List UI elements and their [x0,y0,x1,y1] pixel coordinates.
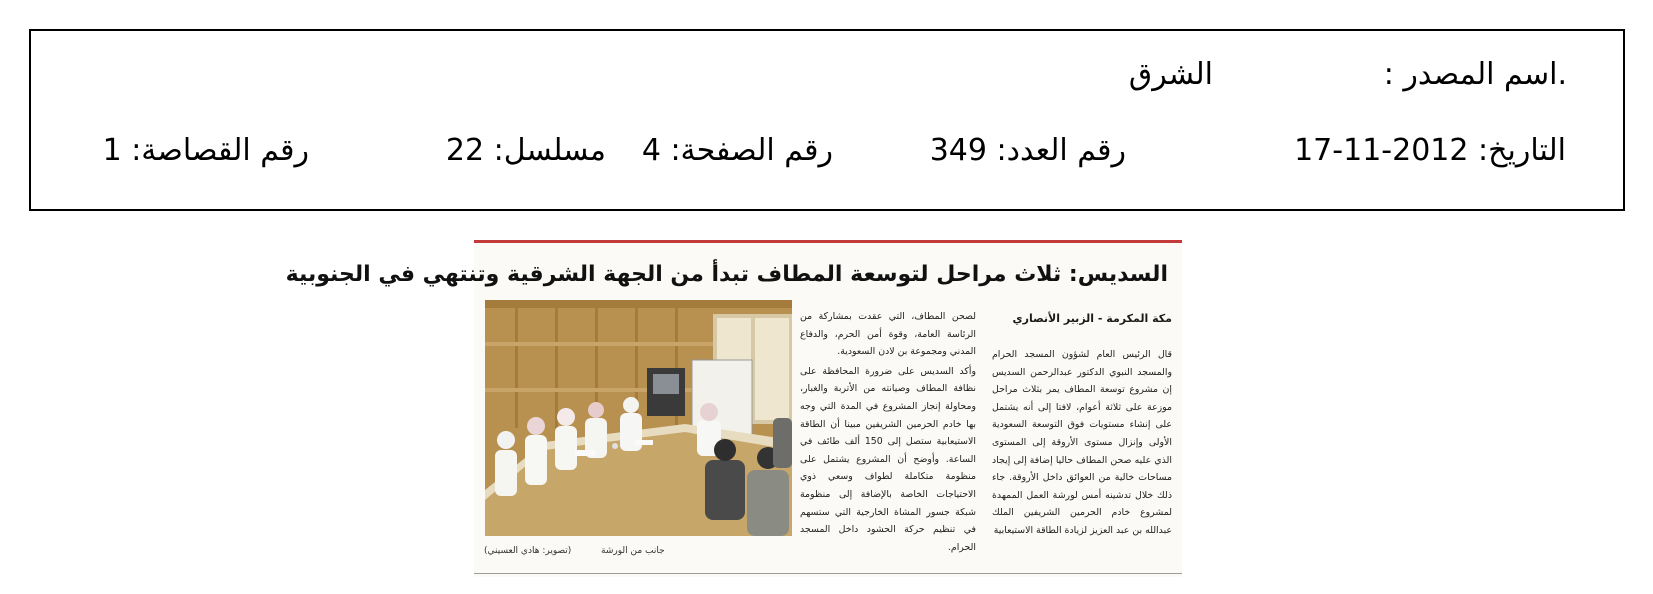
page-number-field: رقم الصفحة: 4 [641,133,833,168]
source-value: الشرق [1128,57,1213,92]
workshop-photo [485,300,792,536]
clipping-number-field: رقم القصاصة: 1 [102,133,309,168]
paragraph: وأكد السديس على ضرورة المحافظة على نظافة المطاف وصيانته من الأتربة والغبار، ومحاولة إنجاز المشروع في المدة التي وجه بها خادم الحرمين الشريفين مبينا أن الطاقة الاستيعابية ستصل إلى 150 ألف طائف في الساعة. وأوضح أن المشروع يشتمل على منظومة متكاملة لطواف وسعي ذوي الاحتياجات الخاصة بالإضافة إلى منظومة شبكة جسور المشاة الخارجية التي ستسهم في تنظيم حركة الحشود داخل المسجد الحرام. [800,365,976,553]
serial-field: مسلسل: 22 [445,133,606,168]
article-column-right [992,346,1172,568]
headline-rule [474,240,1182,243]
clipping-bottom-rule [474,573,1182,574]
article-column-middle [800,308,976,570]
photo-credit: (تصوير: هادي العسيني) [484,546,572,556]
source-label: .اسم المصدر : [1383,57,1567,92]
paragraph: قال الرئيس العام لشؤون المسجد الحرام والمسجد النبوي الدكتور عبدالرحمن السديس إن مشروع توسعة المطاف يمر بثلاث مراحل موزعة على ثلاثة أعوام، لافتا إلى أنه يشتمل على إنشاء مستويات فوق التوسعة السعودية الأولى وإنزال مستوى الأروقة إلى المستوى الذي عليه صحن المطاف حاليا إضافة إلى إيجاد مساحات خالية من العوائق داخل الأروقة. جاء ذلك خلال تدشينه أمس لورشة العمل الممهدة لمشروع خادم الحرمين الشريفين الملك عبدالله بن عبد العزيز لزيادة الطاقة الاستيعابية [992,349,1172,536]
photo-caption: جانب من الورشة [601,546,665,556]
meeting-room-image [485,300,792,536]
article-byline: مكة المكرمة - الزبير الأنصاري [1012,312,1172,325]
newspaper-clipping [285,240,1182,577]
paragraph: لصحن المطاف، التي عقدت بمشاركة من الرئاسة العامة، وقوة أمن الحرم، والدفاع المدني ومجموعة بن لادن السعودية. [800,311,976,358]
article-headline: السديس: ثلاث مراحل لتوسعة المطاف تبدأ من الجهة الشرقية وتنتهي في الجنوبية [285,262,1168,287]
date-field: التاريخ: 2012-11-17 [1294,133,1566,168]
source-info-box [29,29,1625,211]
issue-number-field: رقم العدد: 349 [929,133,1126,168]
